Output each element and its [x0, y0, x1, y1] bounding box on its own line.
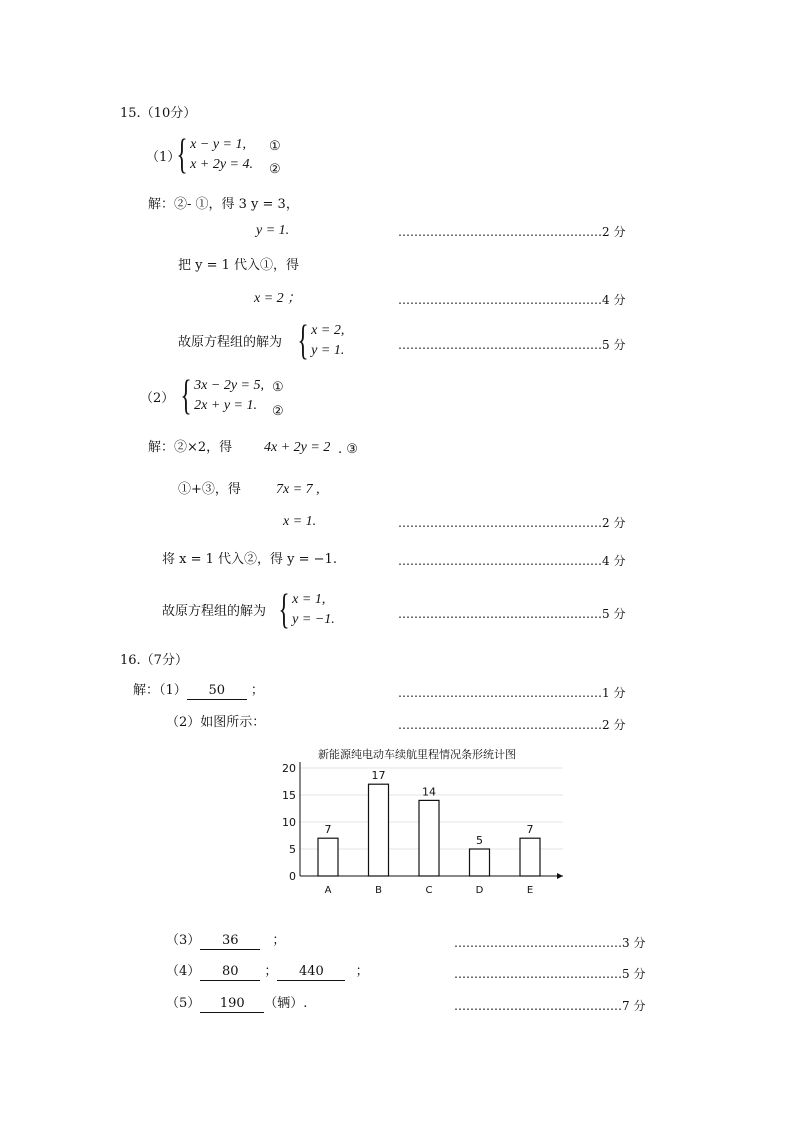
q16-answer-4	[166, 964, 369, 981]
data-label: 5	[476, 834, 483, 847]
score-line: ……………………………………………2 分	[398, 718, 626, 732]
answer-suffix: （辆）.	[264, 996, 308, 1011]
brace-icon: {	[278, 587, 290, 633]
y-tick-label: 10	[282, 816, 296, 829]
category-label: B	[375, 885, 382, 896]
answer-suffix: ；	[355, 964, 369, 979]
equation-line: x − y = 1,	[190, 137, 246, 152]
score-line: ……………………………………………4 分	[398, 293, 626, 307]
brace-icon: {	[180, 373, 192, 419]
q15-part1-system	[172, 134, 253, 176]
equation-mark: ②	[269, 162, 281, 177]
answer-blank: 36	[200, 933, 260, 950]
data-label: 17	[371, 769, 386, 783]
q15-part1-label: （1）	[146, 150, 181, 165]
bar	[419, 800, 439, 876]
equation-mark: ②	[272, 404, 284, 419]
chart-title: 新能源纯电动车续航里程情况条形统计图	[318, 748, 516, 761]
bar	[520, 838, 540, 876]
q16-answer-3	[166, 933, 285, 950]
x-axis-arrow	[557, 873, 563, 879]
solution-step: x = 2 ；	[254, 291, 302, 306]
y-tick-label: 5	[289, 843, 296, 856]
answer-label: （4）	[166, 964, 201, 979]
solution-step: 解：②×2，得	[148, 440, 233, 455]
y-tick-label: 0	[289, 870, 296, 883]
score-line: ……………………………………………5 分	[398, 338, 626, 352]
solution-step: . ③	[338, 442, 358, 457]
conclusion-text: 故原方程组的解为	[162, 604, 267, 619]
score-line: ……………………………………………5 分	[398, 607, 626, 621]
equation-line: 2x + y = 1.	[194, 398, 257, 413]
answer-blank: 50	[187, 683, 247, 700]
bar	[318, 838, 338, 876]
q16-answer-2: （2）如图所示：	[166, 715, 266, 730]
equation-line: 3x − 2y = 5,	[194, 378, 264, 393]
answer-line: y = −1.	[292, 612, 335, 627]
answer-label: （5）	[166, 996, 201, 1011]
score-line: ……………………………………………2 分	[398, 225, 626, 239]
bar-chart	[278, 740, 578, 900]
category-label: D	[475, 885, 484, 896]
category-label: E	[526, 885, 534, 896]
answer-separator: ；	[264, 964, 278, 979]
q16-header: 16.（7分）	[120, 653, 188, 668]
category-label: C	[425, 885, 433, 896]
data-label: 7	[526, 823, 534, 837]
answer-prefix: 解：（1）	[133, 683, 187, 698]
answer-line: y = 1.	[311, 343, 345, 358]
q16-answer-5	[166, 996, 307, 1013]
score-line: ……………………………………5 分	[454, 967, 646, 981]
equation-mark: ①	[269, 139, 281, 154]
answer-blank: 190	[200, 996, 264, 1013]
answer-line: x = 1,	[292, 592, 326, 607]
score-line: ……………………………………………2 分	[398, 516, 626, 530]
solution-step: 4x + 2y = 2	[264, 440, 331, 455]
solution-step: x = 1.	[283, 514, 317, 529]
answer-line: x = 2,	[311, 323, 345, 338]
conclusion-text: 故原方程组的解为	[178, 335, 283, 350]
category-label: A	[324, 885, 332, 896]
equation-mark: ①	[272, 380, 284, 395]
brace-icon: {	[297, 318, 309, 364]
solution-step: 解：②- ①，得 3 y = 3，	[148, 197, 299, 212]
answer-suffix: ；	[250, 683, 264, 698]
score-line: ……………………………………3 分	[454, 936, 646, 950]
q15-part2-label: （2）	[140, 391, 175, 406]
bar	[470, 849, 490, 876]
brace-icon: {	[176, 132, 188, 178]
answer-label: （3）	[166, 933, 201, 948]
score-line: ……………………………………………1 分	[398, 686, 626, 700]
answer-suffix: ；	[272, 933, 286, 948]
answer-blank: 440	[277, 964, 345, 981]
solution-step: ①+③，得	[178, 482, 241, 497]
solution-step: 将 x = 1 代入②，得 y = −1.	[162, 552, 337, 567]
solution-step: 把 y = 1 代入①，得	[178, 258, 300, 273]
q15-part2-system	[176, 375, 264, 417]
answer-system	[274, 589, 335, 631]
q15-header: 15.（10分）	[120, 106, 197, 121]
q16-answer-1	[133, 683, 264, 700]
equation-line: x + 2y = 4.	[190, 157, 253, 172]
score-line: ……………………………………………4 分	[398, 554, 626, 568]
data-label: 7	[324, 823, 332, 837]
y-tick-label: 15	[282, 789, 296, 802]
solution-step: y = 1.	[256, 223, 290, 238]
solution-step: 7x = 7 ,	[276, 482, 320, 497]
data-label: 14	[422, 785, 436, 799]
y-tick-label: 20	[282, 762, 296, 775]
score-line: ……………………………………7 分	[454, 999, 646, 1013]
answer-blank: 80	[200, 964, 260, 981]
bar	[369, 784, 389, 876]
answer-system	[293, 320, 344, 362]
